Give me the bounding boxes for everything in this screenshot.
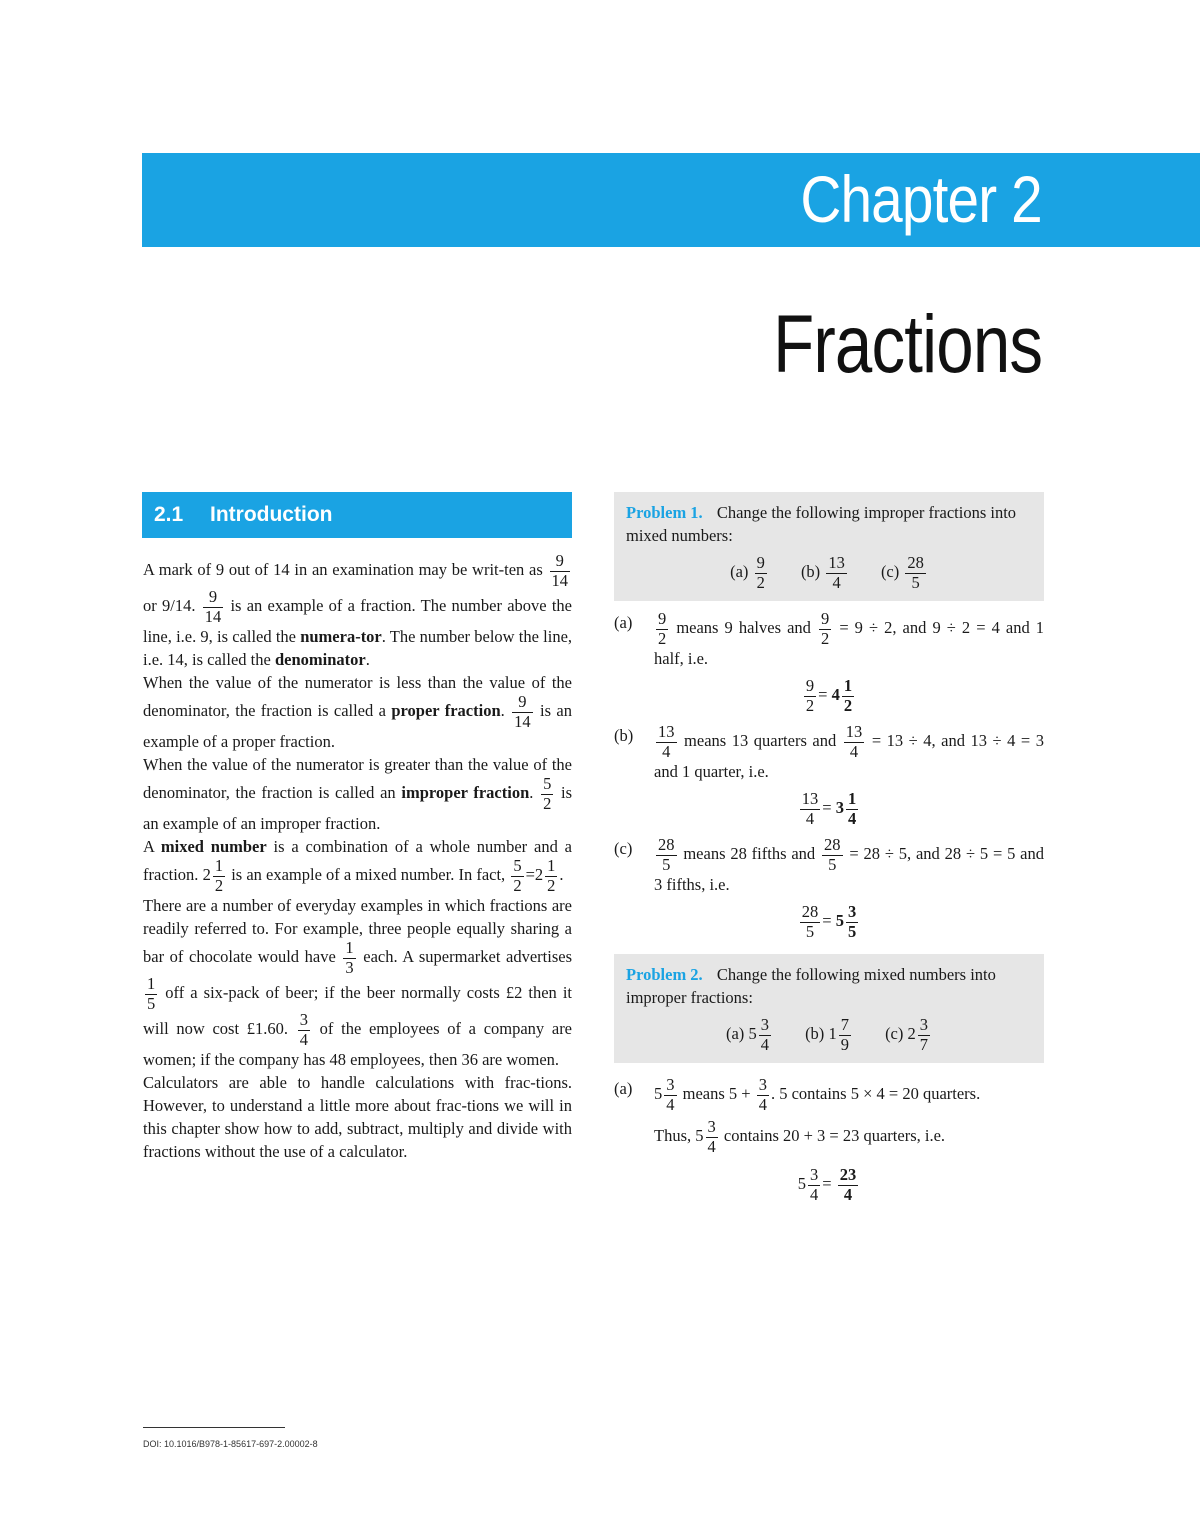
term-numerator: numera-tor: [300, 627, 382, 646]
problem-2-label: Problem 2.: [626, 965, 703, 984]
section-title: Introduction: [210, 503, 333, 526]
chapter-label: Chapter 2: [800, 162, 1042, 236]
problem-1-solution-b: (b) $\frac{13}{4}$ means 13 quarters and $\frac{13}{4}$ = 13 ÷ 4, and 13 ÷ 4 = 3 and 1 quarter, i.e.: [614, 722, 1045, 781]
intro-paragraph-5: There are a number of everyday examples in which fractions are readily referred to. For example, three people equally sharing a bar of chocolate would have $\frac{1}{3}$ each. A supermarket advertises $\frac{1}{5}$ off a six-pack of beer; if the beer normally costs £2 then it will now cost £1.60. $\frac{3}{4}$ of the employees of a company are women; if the company has 48 employees, then 36 are women.: [143, 896, 573, 1069]
term-proper-fraction: proper fraction: [391, 700, 501, 720]
problem-1-box: [614, 492, 1044, 601]
chapter-title: Fractions: [772, 299, 1042, 390]
term-improper-fraction: improper fraction: [401, 782, 530, 802]
intro-paragraph-6: Calculators are able to handle calculations with frac-tions. However, to understand a little more about frac-tions we will in this chapter show how to add, subtract, multiply and divide with fractions without the use of a calculator.: [143, 1073, 572, 1161]
problem-1-solution-c: (c) $\frac{28}{5}$ means 28 fifths and $\frac{28}{5}$ = 28 ÷ 5, and 28 ÷ 5 = 5 and 3 fifths, i.e.: [614, 835, 1045, 894]
intro-paragraph-1: A mark of 9 out of 14 in an examination may be writ-ten as $\frac{9}{14}$ or 9/14. $\frac{9}{14}$ is an example of a fraction. The number above the line, i.e. 9, is called the numera-tor. The number below the line, i.e. 14, is called the denominator.: [143, 551, 573, 669]
section-header: [142, 492, 572, 538]
problem-2-result-a: 5 $\frac{3}{4}$ = $\frac{23}{4}$: [797, 1165, 857, 1204]
section-number: 2.1: [154, 503, 184, 526]
problem-1-items: (a) $\frac{9}{2}$ (b) $\frac{13}{4}$ (c) $\frac{28}{5}$: [730, 553, 924, 592]
problem-1-result-c: $\frac{28}{5}$ = 5 $\frac{3}{5}$: [801, 902, 857, 941]
intro-column: [143, 553, 572, 1163]
problem-1-result-a: $\frac{9}{2}$ = 4 $\frac{1}{2}$: [805, 676, 853, 715]
problem-2-solution-a: (a) 5 $\frac{3}{4}$ means 5 + $\frac{3}{4}$ . 5 contains 5 × 4 = 20 quarters. Thus, 5 $\frac{3}{4}$ contains 20 + 3 = 23 quarters, i.e.: [614, 1075, 981, 1156]
footnote-divider: [143, 1427, 285, 1428]
term-mixed-number: mixed number: [160, 837, 267, 856]
problem-1-label: Problem 1.: [626, 503, 703, 522]
intro-paragraph-4: A mixed number is a combination of a whole number and a fraction. 2 $\frac{1}{2}$ is an example of a mixed number. In fact, $\frac{5}{2}$ =2 $\frac{1}{2}$ .: [143, 837, 573, 895]
problem-2-box: [614, 954, 1044, 1063]
problem-1-result-b: $\frac{13}{4}$ = 3 $\frac{1}{4}$: [801, 789, 857, 828]
doi-footnote: DOI: 10.1016/B978-1-85617-697-2.00002-8: [143, 1439, 318, 1449]
chapter-banner: [142, 153, 1200, 247]
problem-2-items: (a) 5 $\frac{3}{4}$ (b) 1 $\frac{7}{9}$ (c) 2 $\frac{3}{7}$: [725, 1015, 929, 1054]
problem-1-solution-a: (a) $\frac{9}{2}$ means 9 halves and $\frac{9}{2}$ = 9 ÷ 2, and 9 ÷ 2 = 4 and 1 half, i.e.: [614, 609, 1045, 668]
problems-column: [614, 492, 1044, 1209]
intro-paragraph-3: When the value of the numerator is greater than the value of the denominator, the fraction is called an improper fraction. $\frac{5}{2}$ is an example of an improper fraction.: [143, 755, 573, 833]
problem-2-text: Change the following mixed numbers into improper fractions:: [626, 965, 996, 1007]
intro-paragraph-2: When the value of the numerator is less than the value of the denominator, the fraction is called a proper fraction. $\frac{9}{14}$ is an example of a proper fraction.: [143, 673, 572, 751]
term-denominator: denominator: [274, 650, 366, 669]
problem-1-text: Change the following improper fractions into mixed numbers:: [626, 503, 1017, 545]
